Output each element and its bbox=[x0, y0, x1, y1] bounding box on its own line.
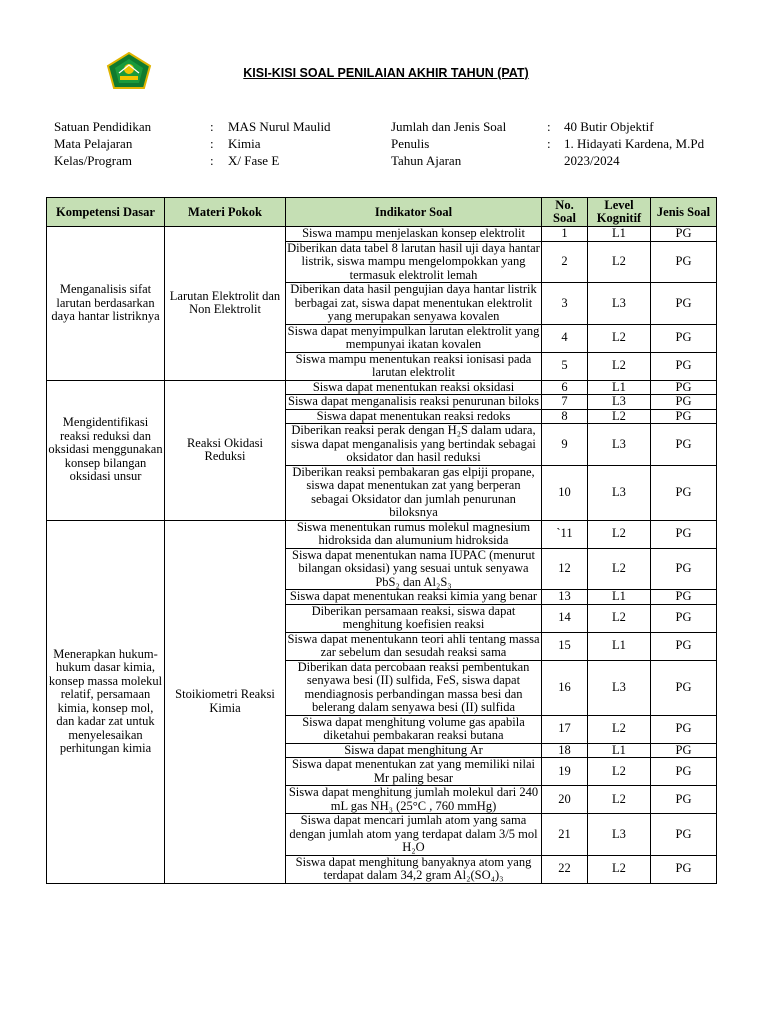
level-cell: L3 bbox=[588, 395, 651, 410]
indikator-cell: Diberikan reaksi pembakaran gas elpiji propane, siswa dapat menentukan zat yang berperan sebagai Oksidator dan jumlah penurunan biloksnya bbox=[286, 465, 542, 520]
info-row: Satuan Pendidikan : MAS Nurul Maulid bbox=[54, 119, 331, 134]
jenis-soal-cell: PG bbox=[651, 590, 717, 605]
level-cell: L1 bbox=[588, 743, 651, 758]
level-cell: L2 bbox=[588, 409, 651, 424]
no-soal-cell: 20 bbox=[542, 786, 588, 814]
indikator-cell: Siswa dapat menentukan nama IUPAC (menurut bilangan oksidasi) yang sesuai untuk senyawa PbS₂ dan Al₂S₃ bbox=[286, 548, 542, 590]
indikator-cell: Siswa dapat menentukan reaksi oksidasi bbox=[286, 380, 542, 395]
jenis-soal-cell: PG bbox=[651, 758, 717, 786]
header-materi-pokok: Materi Pokok bbox=[165, 198, 286, 227]
kompetensi-dasar-cell: Menerapkan hukum-hukum dasar kimia, konsep massa molekul relatif, persamaan kimia, konsep mol, dan kadar zat untuk menyelesaikan perhitungan kimia bbox=[47, 520, 165, 883]
jenis-soal-cell: PG bbox=[651, 715, 717, 743]
indikator-cell: Siswa menentukan rumus molekul magnesium hidroksida dan alumunium hidroksida bbox=[286, 520, 542, 548]
no-soal-cell: 16 bbox=[542, 660, 588, 715]
jenis-soal-cell: PG bbox=[651, 409, 717, 424]
jenis-soal-cell: PG bbox=[651, 424, 717, 466]
no-soal-cell: 1 bbox=[542, 227, 588, 242]
header-indikator-soal: Indikator Soal bbox=[286, 198, 542, 227]
no-soal-cell: 3 bbox=[542, 283, 588, 325]
jenis-soal-cell: PG bbox=[651, 283, 717, 325]
table-row bbox=[47, 380, 717, 395]
no-soal-cell: 12 bbox=[542, 548, 588, 590]
level-cell: L2 bbox=[588, 855, 651, 883]
no-soal-cell: 19 bbox=[542, 758, 588, 786]
materi-pokok-cell: Stoikiometri Reaksi Kimia bbox=[165, 520, 286, 883]
no-soal-cell: 2 bbox=[542, 241, 588, 283]
materi-pokok-cell: Larutan Elektrolit dan Non Elektrolit bbox=[165, 227, 286, 381]
level-cell: L3 bbox=[588, 283, 651, 325]
indikator-cell: Siswa dapat menentukann teori ahli tentang massa zar sebelum dan sesudah reaksi sama bbox=[287, 631, 540, 659]
jenis-soal-cell: PG bbox=[651, 743, 717, 758]
jenis-soal-cell: PG bbox=[651, 465, 717, 520]
jenis-soal-cell: PG bbox=[651, 227, 717, 242]
indikator-cell: Siswa dapat menghitung banyaknya atom yang terdapat dalam 34,2 gram Al₂(SO₄)₃ bbox=[286, 855, 542, 883]
indikator-cell: Siswa dapat menentukan reaksi redoks bbox=[286, 409, 542, 424]
jenis-soal-cell: PG bbox=[651, 352, 717, 380]
level-cell: L3 bbox=[588, 465, 651, 520]
level-cell: L3 bbox=[588, 660, 651, 715]
jenis-soal-cell: PG bbox=[651, 380, 717, 395]
level-cell: L2 bbox=[588, 352, 651, 380]
jenis-soal-cell: PG bbox=[651, 241, 717, 283]
indikator-cell: Diberikan data tabel 8 larutan hasil uji daya hantar listrik, siswa mampu mengelompokkan yang termasuk elektrolit lemah bbox=[287, 240, 540, 282]
level-cell: L2 bbox=[588, 548, 651, 590]
materi-pokok-cell: Reaksi Okidasi Reduksi bbox=[165, 380, 286, 520]
info-left bbox=[54, 118, 331, 169]
indikator-cell: Siswa dapat menghitung Ar bbox=[286, 743, 542, 758]
kompetensi-dasar-cell: Menganalisis sifat larutan berdasarkan daya hantar listriknya bbox=[47, 227, 165, 381]
jenis-soal-cell: PG bbox=[651, 604, 717, 632]
no-soal-cell: 4 bbox=[542, 324, 588, 352]
jenis-soal-cell: PG bbox=[651, 520, 717, 548]
document-title: KISI-KISI SOAL PENILAIAN AKHIR TAHUN (PAT) bbox=[243, 66, 529, 80]
no-soal-cell: 22 bbox=[542, 855, 588, 883]
indikator-cell: Siswa dapat menganalisis reaksi penurunan biloks bbox=[286, 395, 542, 410]
indikator-cell: Siswa dapat menentukan zat yang memiliki nilai Mr paling besar bbox=[286, 758, 542, 786]
indikator-cell: Diberikan data percobaan reaksi pembentukan senyawa besi (II) sulfida, FeS, siswa dapat mendiagnosis perbandingan massa besi dan belerang dalam senyawa besi (II) sulfida bbox=[286, 660, 542, 715]
info-row: Mata Pelajaran : Kimia bbox=[54, 136, 261, 151]
table-row bbox=[47, 227, 717, 242]
level-cell: L2 bbox=[588, 324, 651, 352]
indikator-cell: Siswa dapat mencari jumlah atom yang sama dengan jumlah atom yang terdapat dalam 3/5 mol H₂O bbox=[286, 814, 542, 856]
no-soal-cell: 5 bbox=[542, 352, 588, 380]
header-kompetensi-dasar: Kompetensi Dasar bbox=[47, 198, 165, 227]
jenis-soal-cell: PG bbox=[651, 814, 717, 856]
no-soal-cell: 15 bbox=[542, 632, 588, 660]
jenis-soal-cell: PG bbox=[651, 395, 717, 410]
indikator-cell: Siswa dapat menyimpulkan larutan elektrolit yang mempunyai ikatan kovalen bbox=[286, 324, 542, 352]
no-soal-cell: 6 bbox=[542, 380, 588, 395]
no-soal-cell: 10 bbox=[542, 465, 588, 520]
table-header-row bbox=[47, 198, 717, 227]
no-soal-cell: `11 bbox=[542, 520, 588, 548]
table-row bbox=[47, 520, 717, 548]
kompetensi-dasar-cell: Mengidentifikasi reaksi reduksi dan oksidasi menggunakan konsep bilangan oksidasi unsur bbox=[47, 380, 165, 520]
level-cell: L3 bbox=[588, 424, 651, 466]
no-soal-cell: 21 bbox=[542, 814, 588, 856]
info-right bbox=[391, 118, 704, 169]
jenis-soal-cell: PG bbox=[651, 632, 717, 660]
level-cell: L1 bbox=[588, 227, 651, 242]
level-cell: L1 bbox=[588, 590, 651, 605]
info-row: Penulis : 1. Hidayati Kardena, M.Pd bbox=[391, 136, 705, 151]
no-soal-cell: 7 bbox=[542, 395, 588, 410]
level-cell: L2 bbox=[588, 786, 651, 814]
no-soal-cell: 14 bbox=[542, 604, 588, 632]
level-cell: L2 bbox=[588, 241, 651, 283]
level-cell: L2 bbox=[588, 758, 651, 786]
level-cell: L1 bbox=[588, 632, 651, 660]
jenis-soal-cell: PG bbox=[651, 855, 717, 883]
jenis-soal-cell: PG bbox=[651, 324, 717, 352]
kisi-kisi-table bbox=[46, 197, 717, 884]
no-soal-cell: 18 bbox=[542, 743, 588, 758]
jenis-soal-cell: PG bbox=[651, 548, 717, 590]
header-jenis-soal: Jenis Soal bbox=[651, 198, 717, 227]
level-cell: L1 bbox=[588, 380, 651, 395]
indikator-cell: Diberikan reaksi perak dengan H₂S dalam udara, siswa dapat menganalisis yang bertindak sebagai oksidator dan hasil reduksi bbox=[286, 424, 542, 466]
indikator-cell: Diberikan data hasil pengujian daya hantar listrik berbagai zat, siswa dapat menentukan elektrolit yang merupakan senyawa kovalen bbox=[286, 283, 542, 325]
jenis-soal-cell: PG bbox=[651, 786, 717, 814]
jenis-soal-cell: PG bbox=[651, 660, 717, 715]
info-row: Jumlah dan Jenis Soal : 40 Butir Objektif bbox=[391, 119, 654, 134]
indikator-cell: Siswa dapat menghitung volume gas apabila diketahui pembakaran reaksi butana bbox=[286, 715, 542, 743]
no-soal-cell: 9 bbox=[542, 424, 588, 466]
level-cell: L2 bbox=[588, 715, 651, 743]
info-row: Kelas/Program : X/ Fase E bbox=[54, 153, 280, 168]
indikator-cell: Siswa mampu menjelaskan konsep elektrolit bbox=[286, 227, 542, 242]
header-level-kognitif: Level Kognitif bbox=[588, 198, 651, 227]
indikator-cell: Diberikan persamaan reaksi, siswa dapat menghitung koefisien reaksi bbox=[286, 604, 542, 632]
indikator-cell: Siswa mampu menentukan reaksi ionisasi pada larutan elektrolit bbox=[286, 352, 542, 380]
no-soal-cell: 8 bbox=[542, 409, 588, 424]
info-row: Tahun Ajaran 2023/2024 bbox=[391, 153, 620, 168]
no-soal-cell: 13 bbox=[542, 590, 588, 605]
level-cell: L3 bbox=[588, 814, 651, 856]
no-soal-cell: 17 bbox=[542, 715, 588, 743]
level-cell: L2 bbox=[588, 604, 651, 632]
level-cell: L2 bbox=[588, 520, 651, 548]
indikator-cell: Siswa dapat menghitung jumlah molekul dari 240 mL gas NH₃ (25°C , 760 mmHg) bbox=[286, 786, 542, 814]
header-no-soal: No. Soal bbox=[542, 198, 588, 227]
indikator-cell: Siswa dapat menentukan reaksi kimia yang benar bbox=[286, 590, 542, 605]
